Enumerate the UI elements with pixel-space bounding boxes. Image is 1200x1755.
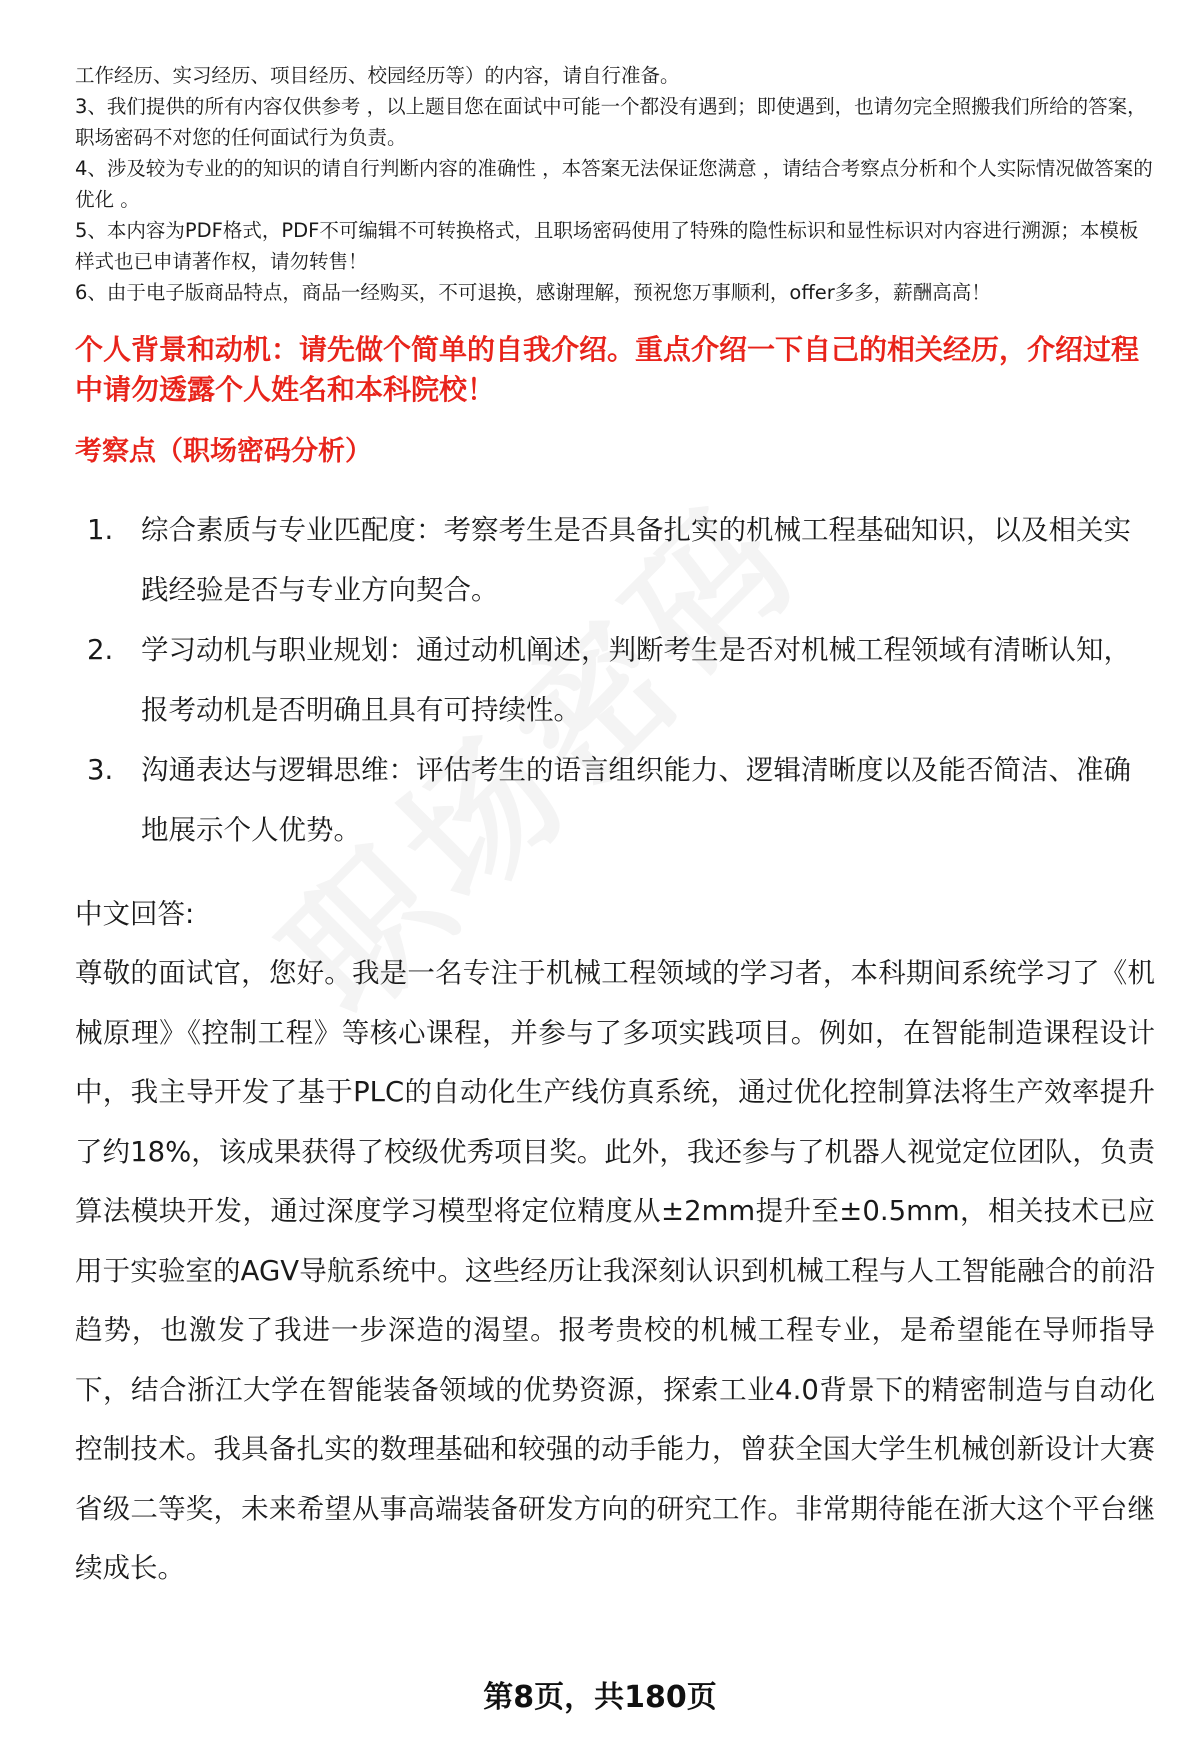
notice-line: 4、涉及较为专业的的知识的请自行判断内容的准确性 ，本答案无法保证您满意 ，请结合考察点分析和个人实际情况做答案的优化 。 [75,157,1153,211]
page-content [75,60,1155,1599]
list-number: 2. [87,634,114,666]
answer-label: 中文回答: [75,898,195,930]
list-item [75,740,1155,860]
notice-line: 工作经历、实习经历、项目经历、校园经历等）的内容，请自行准备。 [75,64,680,87]
list-text: 学习动机与职业规划：通过动机阐述，判断考生是否对机械工程领域有清晰认知，报考动机是否明确且具有可持续性。 [141,634,1131,726]
page-number: 第8页，共180页 [483,1680,717,1715]
list-number: 1. [87,514,114,546]
points-heading: 考察点（职场密码分析） [75,436,372,467]
list-item [75,500,1155,620]
answer-text: 尊敬的面试官，您好。我是一名专注于机械工程领域的学习者，本科期间系统学习了《机械原理》《控制工程》等核心课程，并参与了多项实践项目。例如，在智能制造课程设计中，我主导开发了基于PLC的自动化生产线仿真系统，通过优化控制算法将生产效率提升了约18%，该成果获得了校级优秀项目奖。此外，我还参与了机器人视觉定位团队，负责算法模块开发，通过深度学习模型将定位精度从±2mm提升至±0.5mm，相关技术已应用于实验室的AGV导航系统中。这些经历让我深刻认识到机械工程与人工智能融合的前沿趋势，也激发了我进一步深造的渴望。报考贵校的机械工程专业，是希望能在导师指导下，结合浙江大学在智能装备领域的优势资源，探索工业4.0背景下的精密制造与自动化控制技术。我具备扎实的数理基础和较强的动手能力，曾获全国大学生机械创新设计大赛省级二等奖，未来希望从事高端装备研发方向的研究工作。非常期待能在浙大这个平台继续成长。 [75,957,1155,1584]
list-text: 综合素质与专业匹配度：考察考生是否具备扎实的机械工程基础知识，以及相关实践经验是否与专业方向契合。 [141,514,1131,606]
notice-line: 5、本内容为PDF格式，PDF不可编辑不可转换格式，且职场密码使用了特殊的隐性标识和显性标识对内容进行溯源；本模板样式也已申请著作权，请勿转售！ [75,219,1139,273]
question-heading: 个人背景和动机：请先做个简单的自我介绍。重点介绍一下自己的相关经历，介绍过程中请勿透露个人姓名和本科院校！ [75,333,1140,406]
notice-line: 3、我们提供的所有内容仅供参考 ，以上题目您在面试中可能一个都没有遇到；即使遇到，也请勿完全照搬我们所给的答案，职场密码不对您的任何面试行为负责。 [75,95,1147,149]
points-list [75,500,1155,860]
notice-line: 6、由于电子版商品特点，商品一经购买，不可退换，感谢理解，预祝您万事顺利，offer多多，薪酬高高！ [75,281,991,304]
list-item [75,620,1155,740]
notice-section [75,60,1155,308]
list-text: 沟通表达与逻辑思维：评估考生的语言组织能力、逻辑清晰度以及能否简洁、准确地展示个人优势。 [141,754,1131,846]
list-number: 3. [87,754,114,786]
